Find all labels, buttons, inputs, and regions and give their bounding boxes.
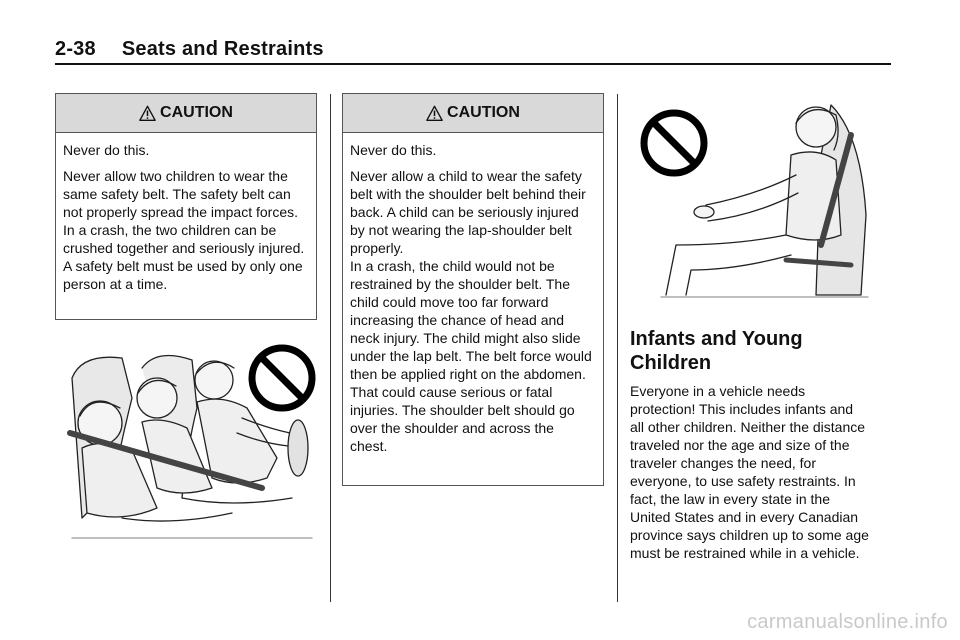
warning-icon — [426, 105, 443, 122]
caution-text-1a: Never do this. — [63, 142, 150, 158]
child-belt-behind-back-illustration — [636, 95, 872, 300]
two-children-one-belt-illustration — [62, 338, 320, 548]
column-divider-2 — [617, 94, 618, 602]
caution-body-2 — [343, 133, 603, 463]
section-title-header: Seats and Restraints — [121, 38, 324, 60]
caution-text-2c: In a crash, the child would not be restrained by the shoulder belt. The child could move too far forward increasing the chance of head and neck injury. The child might also slide under the lap belt. The belt force would then be applied right on the abdomen. That could cause serious or fatal injuries. The shoulder belt should go over the shoulder and across the chest. — [350, 258, 592, 454]
caution-text-1b: Never allow two children to wear the same safety belt. The safety belt can not properly spread the impact forces. In a crash, the two children can be crushed together and seriously injured. A safety belt must be used by only one person at a time. — [63, 168, 305, 292]
caution-label-1: CAUTION — [160, 104, 233, 121]
section-heading: Infants and Young Children — [630, 328, 803, 374]
caution-heading-2 — [343, 94, 603, 133]
caution-heading-1 — [56, 94, 316, 133]
section-body: Everyone in a vehicle needs protection! This includes infants and all other children. Neither the distance traveled nor the age and size of the traveler changes the need, for everyone, to use safety restraints. In fact, the law in every state in the United States and in every Canadian province says children up to some age must be restrained while in a vehicle. — [630, 383, 869, 561]
prohibition-icon — [252, 348, 312, 408]
warning-icon — [139, 105, 156, 122]
prohibition-icon — [644, 113, 704, 173]
caution-box-1 — [55, 93, 317, 320]
caution-text-2b: Never allow a child to wear the safety belt with the shoulder belt behind their back. A child can be seriously injured by not wearing the lap-shoulder belt properly. — [350, 168, 586, 256]
page-header — [55, 38, 324, 61]
caution-label-2: CAUTION — [447, 104, 520, 121]
page-number: 2-38 — [55, 38, 96, 60]
column-divider-1 — [330, 94, 331, 602]
caution-body-1 — [56, 133, 316, 301]
caution-text-2a: Never do this. — [350, 142, 437, 158]
header-rule — [55, 63, 891, 65]
watermark: carmanualsonline.info — [747, 611, 948, 633]
caution-box-2 — [342, 93, 604, 486]
